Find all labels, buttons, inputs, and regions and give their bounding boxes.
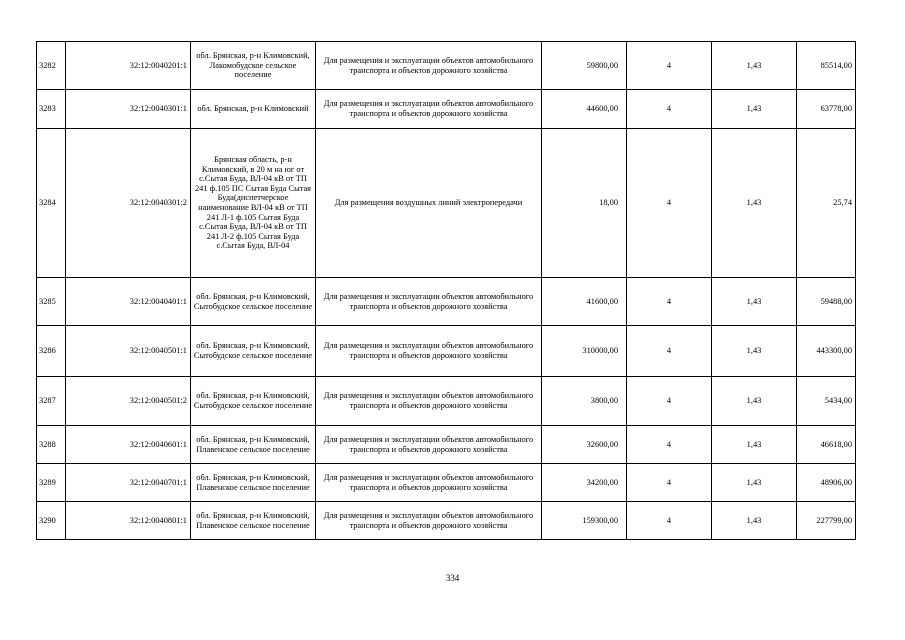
amount-cell: 46618,00 (797, 426, 856, 464)
row-number-cell: 3289 (37, 464, 66, 502)
category-cell: 4 (627, 502, 712, 540)
coefficient-cell: 1,43 (712, 129, 797, 278)
table-row (37, 426, 856, 464)
category-cell: 4 (627, 464, 712, 502)
address-cell: обл. Брянская, р-н Климовский, Плавенское сельское поселение (191, 426, 316, 464)
coefficient-cell: 1,43 (712, 377, 797, 426)
permitted-use-cell: Для размещения воздушных линий электропередачи (316, 129, 542, 278)
cadastral-number-cell: 32:12:0040301:2 (66, 129, 191, 278)
address-cell: обл. Брянская, р-н Климовский (191, 90, 316, 129)
permitted-use-cell: Для размещения и эксплуатации объектов автомобильного транспорта и объектов дорожного хозяйства (316, 464, 542, 502)
address-cell: обл. Брянская, р-н Климовский, Лакомобудское сельское поселение (191, 42, 316, 90)
amount-cell: 227799,00 (797, 502, 856, 540)
amount-cell: 85514,00 (797, 42, 856, 90)
table-row (37, 377, 856, 426)
coefficient-cell: 1,43 (712, 502, 797, 540)
row-number-cell: 3287 (37, 377, 66, 426)
category-cell: 4 (627, 90, 712, 129)
area-cell: 44600,00 (542, 90, 627, 129)
table-row (37, 326, 856, 377)
area-cell: 34200,00 (542, 464, 627, 502)
permitted-use-cell: Для размещения и эксплуатации объектов автомобильного транспорта и объектов дорожного хозяйства (316, 426, 542, 464)
permitted-use-cell: Для размещения и эксплуатации объектов автомобильного транспорта и объектов дорожного хозяйства (316, 326, 542, 377)
row-number-cell: 3288 (37, 426, 66, 464)
cadastral-number-cell: 32:12:0040201:1 (66, 42, 191, 90)
area-cell: 59800,00 (542, 42, 627, 90)
row-number-cell: 3284 (37, 129, 66, 278)
page-number: 334 (445, 573, 460, 583)
coefficient-cell: 1,43 (712, 278, 797, 326)
address-cell: Брянская область, р-н Климовский, в 20 м на юг от с.Сытая Буда, ВЛ-04 кВ от ТП 241 ф.105 ПС Сытая Буда Сытая Буда(диспетчерское наименование ВЛ-04 кВ от ТП 241 Л-1 ф.105 Сытая Буда с.Сытая Буда, ВЛ-04 кВ от ТП 241 Л-2 ф.105 Сытая Буда с.Сытая Буда, ВЛ-04 (191, 129, 316, 278)
amount-cell: 59488,00 (797, 278, 856, 326)
cadastral-number-cell: 32:12:0040501:1 (66, 326, 191, 377)
cadastral-number-cell: 32:12:0040301:1 (66, 90, 191, 129)
address-cell: обл. Брянская, р-н Климовский, Сытобудское сельское поселение (191, 326, 316, 377)
amount-cell: 443300,00 (797, 326, 856, 377)
area-cell: 159300,00 (542, 502, 627, 540)
cadastral-number-cell: 32:12:0040601:1 (66, 426, 191, 464)
row-number-cell: 3283 (37, 90, 66, 129)
coefficient-cell: 1,43 (712, 326, 797, 377)
permitted-use-cell: Для размещения и эксплуатации объектов автомобильного транспорта и объектов дорожного хозяйства (316, 42, 542, 90)
area-cell: 3800,00 (542, 377, 627, 426)
category-cell: 4 (627, 278, 712, 326)
row-number-cell: 3286 (37, 326, 66, 377)
category-cell: 4 (627, 42, 712, 90)
category-cell: 4 (627, 326, 712, 377)
amount-cell: 48906,00 (797, 464, 856, 502)
amount-cell: 63778,00 (797, 90, 856, 129)
permitted-use-cell: Для размещения и эксплуатации объектов автомобильного транспорта и объектов дорожного хозяйства (316, 278, 542, 326)
cadastral-number-cell: 32:12:0040801:1 (66, 502, 191, 540)
table-row (37, 90, 856, 129)
table-row (37, 42, 856, 90)
cadastral-number-cell: 32:12:0040701:1 (66, 464, 191, 502)
coefficient-cell: 1,43 (712, 464, 797, 502)
category-cell: 4 (627, 129, 712, 278)
address-cell: обл. Брянская, р-н Климовский, Плавенское сельское поселение (191, 502, 316, 540)
table-row (37, 464, 856, 502)
address-cell: обл. Брянская, р-н Климовский, Плавенское сельское поселение (191, 464, 316, 502)
table-body (37, 42, 856, 540)
address-cell: обл. Брянская, р-н Климовский, Сытобудское сельское поселение (191, 278, 316, 326)
table-row (37, 129, 856, 278)
row-number-cell: 3282 (37, 42, 66, 90)
row-number-cell: 3290 (37, 502, 66, 540)
permitted-use-cell: Для размещения и эксплуатации объектов автомобильного транспорта и объектов дорожного хозяйства (316, 502, 542, 540)
land-plots-table (36, 41, 856, 540)
row-number-cell: 3285 (37, 278, 66, 326)
area-cell: 41600,00 (542, 278, 627, 326)
table-row (37, 278, 856, 326)
permitted-use-cell: Для размещения и эксплуатации объектов автомобильного транспорта и объектов дорожного хозяйства (316, 377, 542, 426)
amount-cell: 5434,00 (797, 377, 856, 426)
cadastral-number-cell: 32:12:0040401:1 (66, 278, 191, 326)
coefficient-cell: 1,43 (712, 90, 797, 129)
area-cell: 18,00 (542, 129, 627, 278)
cadastral-number-cell: 32:12:0040501:2 (66, 377, 191, 426)
area-cell: 32600,00 (542, 426, 627, 464)
coefficient-cell: 1,43 (712, 42, 797, 90)
category-cell: 4 (627, 426, 712, 464)
permitted-use-cell: Для размещения и эксплуатации объектов автомобильного транспорта и объектов дорожного хозяйства (316, 90, 542, 129)
address-cell: обл. Брянская, р-н Климовский, Сытобудское сельское поселение (191, 377, 316, 426)
category-cell: 4 (627, 377, 712, 426)
amount-cell: 25,74 (797, 129, 856, 278)
table-row (37, 502, 856, 540)
area-cell: 310000,00 (542, 326, 627, 377)
coefficient-cell: 1,43 (712, 426, 797, 464)
